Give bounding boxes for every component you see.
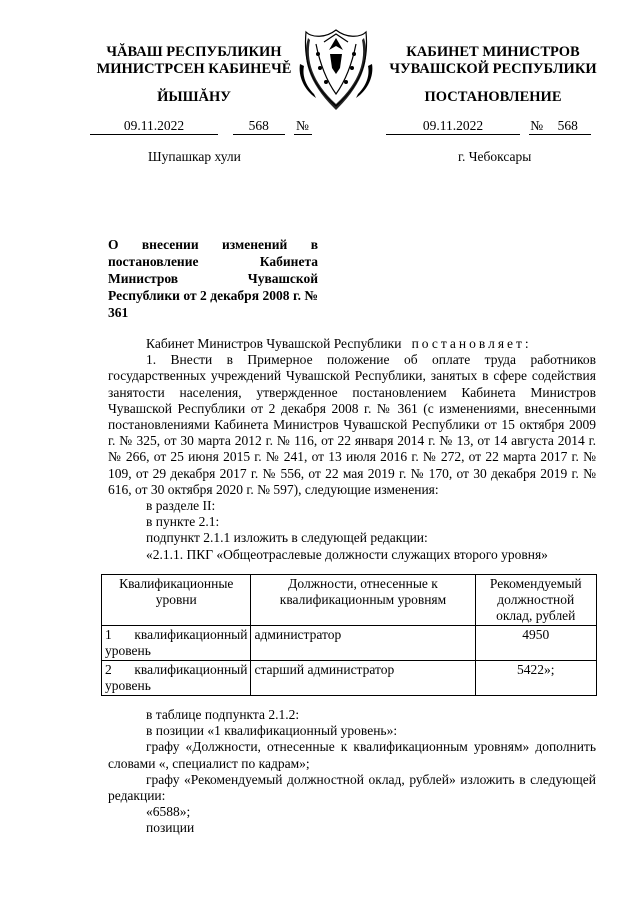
coat-of-arms-icon [296,24,376,112]
number-left: 568 [233,118,285,135]
level-tail: уровень [105,643,151,658]
cell-level [102,626,251,661]
after-line-2: в позиции «1 квалификационный уровень»: [146,723,398,739]
cell-level [102,661,251,696]
table-row [102,661,597,696]
line-pkg: «2.1.1. ПКГ «Общеотраслевые должности служащих второго уровня» [146,546,548,562]
header-positions: Должности, отнесенные к квалификационным уровням [251,575,475,626]
level-tail: уровень [105,678,151,693]
number-sign-left: № [294,118,312,135]
document-body [108,336,596,563]
number-right: 568 [545,118,591,135]
cell-salary: 4950 [475,626,596,661]
city-left: Шупашкар хули [148,149,241,164]
after-line-6: позиции [146,820,195,836]
level-word: квалификационный [134,662,248,677]
table-header-row [102,575,597,626]
header-qual-levels: Квалификационные уровни [102,575,251,626]
coat-of-arms-emblem [296,24,376,112]
line-section: в разделе II: [146,498,216,514]
level-number: 1 [105,627,112,642]
number-sign-right: № [530,118,544,133]
header-right-line2: ЧУВАШСКОЙ РЕСПУБЛИКИ [389,61,597,77]
city-right: г. Чебоксары [458,149,532,164]
after-line-3: графу «Должности, отнесенные к квалификационным уровням» дополнить словами «, специалист по кадрам»; [108,739,596,771]
level-number: 2 [105,662,112,677]
table-row [102,626,597,661]
header-left-line2: МИНИСТРСЕН КАБИНЕЧĚ [96,61,292,77]
cell-salary: 5422»; [475,661,596,696]
paragraph-1: 1. Внести в Примерное положение об оплате труда работников государственных учреждений Чувашской Республики, занятых в сфере содействия занятости населения, утвержденное постановлением Кабинета Министров Чувашской Республики от 2 декабря 2008 г. № 361 (с изменениями, внесенными постановлениями Кабинета Министров Чувашской Республики от 15 октября 2009 г. № 325, от 30 марта 2012 г. № 116, от 22 января 2014 г. № 13, от 14 августа 2014 г. № 266, от 25 июня 2015 г. № 241, от 13 июля 2016 г. № 272, от 22 марта 2017 г. № 109, от 29 декабря 2017 г. № 556, от 22 мая 2019 г. № 170, от 30 декабря 2019 г. № 616, от 30 октября 2020 г. № 597), следующие изменения: [108,352,596,497]
intro-decree-word: постановляет: [411,336,532,351]
cell-position: старший администратор [251,661,475,696]
header-right-line1: КАБИНЕТ МИНИСТРОВ [406,44,580,60]
line-point: в пункте 2.1: [146,514,220,530]
intro-text: Кабинет Министров Чувашской Республики [146,336,402,351]
intro-paragraph [108,336,596,352]
date-left: 09.11.2022 [90,118,218,135]
cell-position: администратор [251,626,475,661]
salary-table [101,574,597,696]
after-line-5: «6588»; [146,804,191,820]
header-right-doc-type: ПОСТАНОВЛЕНИЕ [424,89,562,105]
date-right: 09.11.2022 [386,118,520,135]
level-word: квалификационный [134,627,248,642]
header-left-org [84,44,304,78]
after-line-4: графу «Рекомендуемый должностной оклад, рублей» изложить в следующей редакции: [108,771,596,804]
header-left-doc-type: ЙЫШĂНУ [157,89,231,105]
header-salary: Рекомендуемый должностной оклад, рублей [475,575,596,626]
after-line-1: в таблице подпункта 2.1.2: [146,707,300,722]
date-number-right [386,118,591,135]
document-title: О внесении изменений в постановление Кабинета Министров Чувашской Республики от 2 декабря 2008 г. № 361 [108,237,318,320]
after-table-text [108,707,596,837]
header-right-org [378,44,608,78]
line-subpoint: подпункт 2.1.1 изложить в следующей редакции: [146,530,428,546]
header-left-line1: ЧĂВАШ РЕСПУБЛИКИН [106,44,282,60]
date-number-left [90,118,312,135]
